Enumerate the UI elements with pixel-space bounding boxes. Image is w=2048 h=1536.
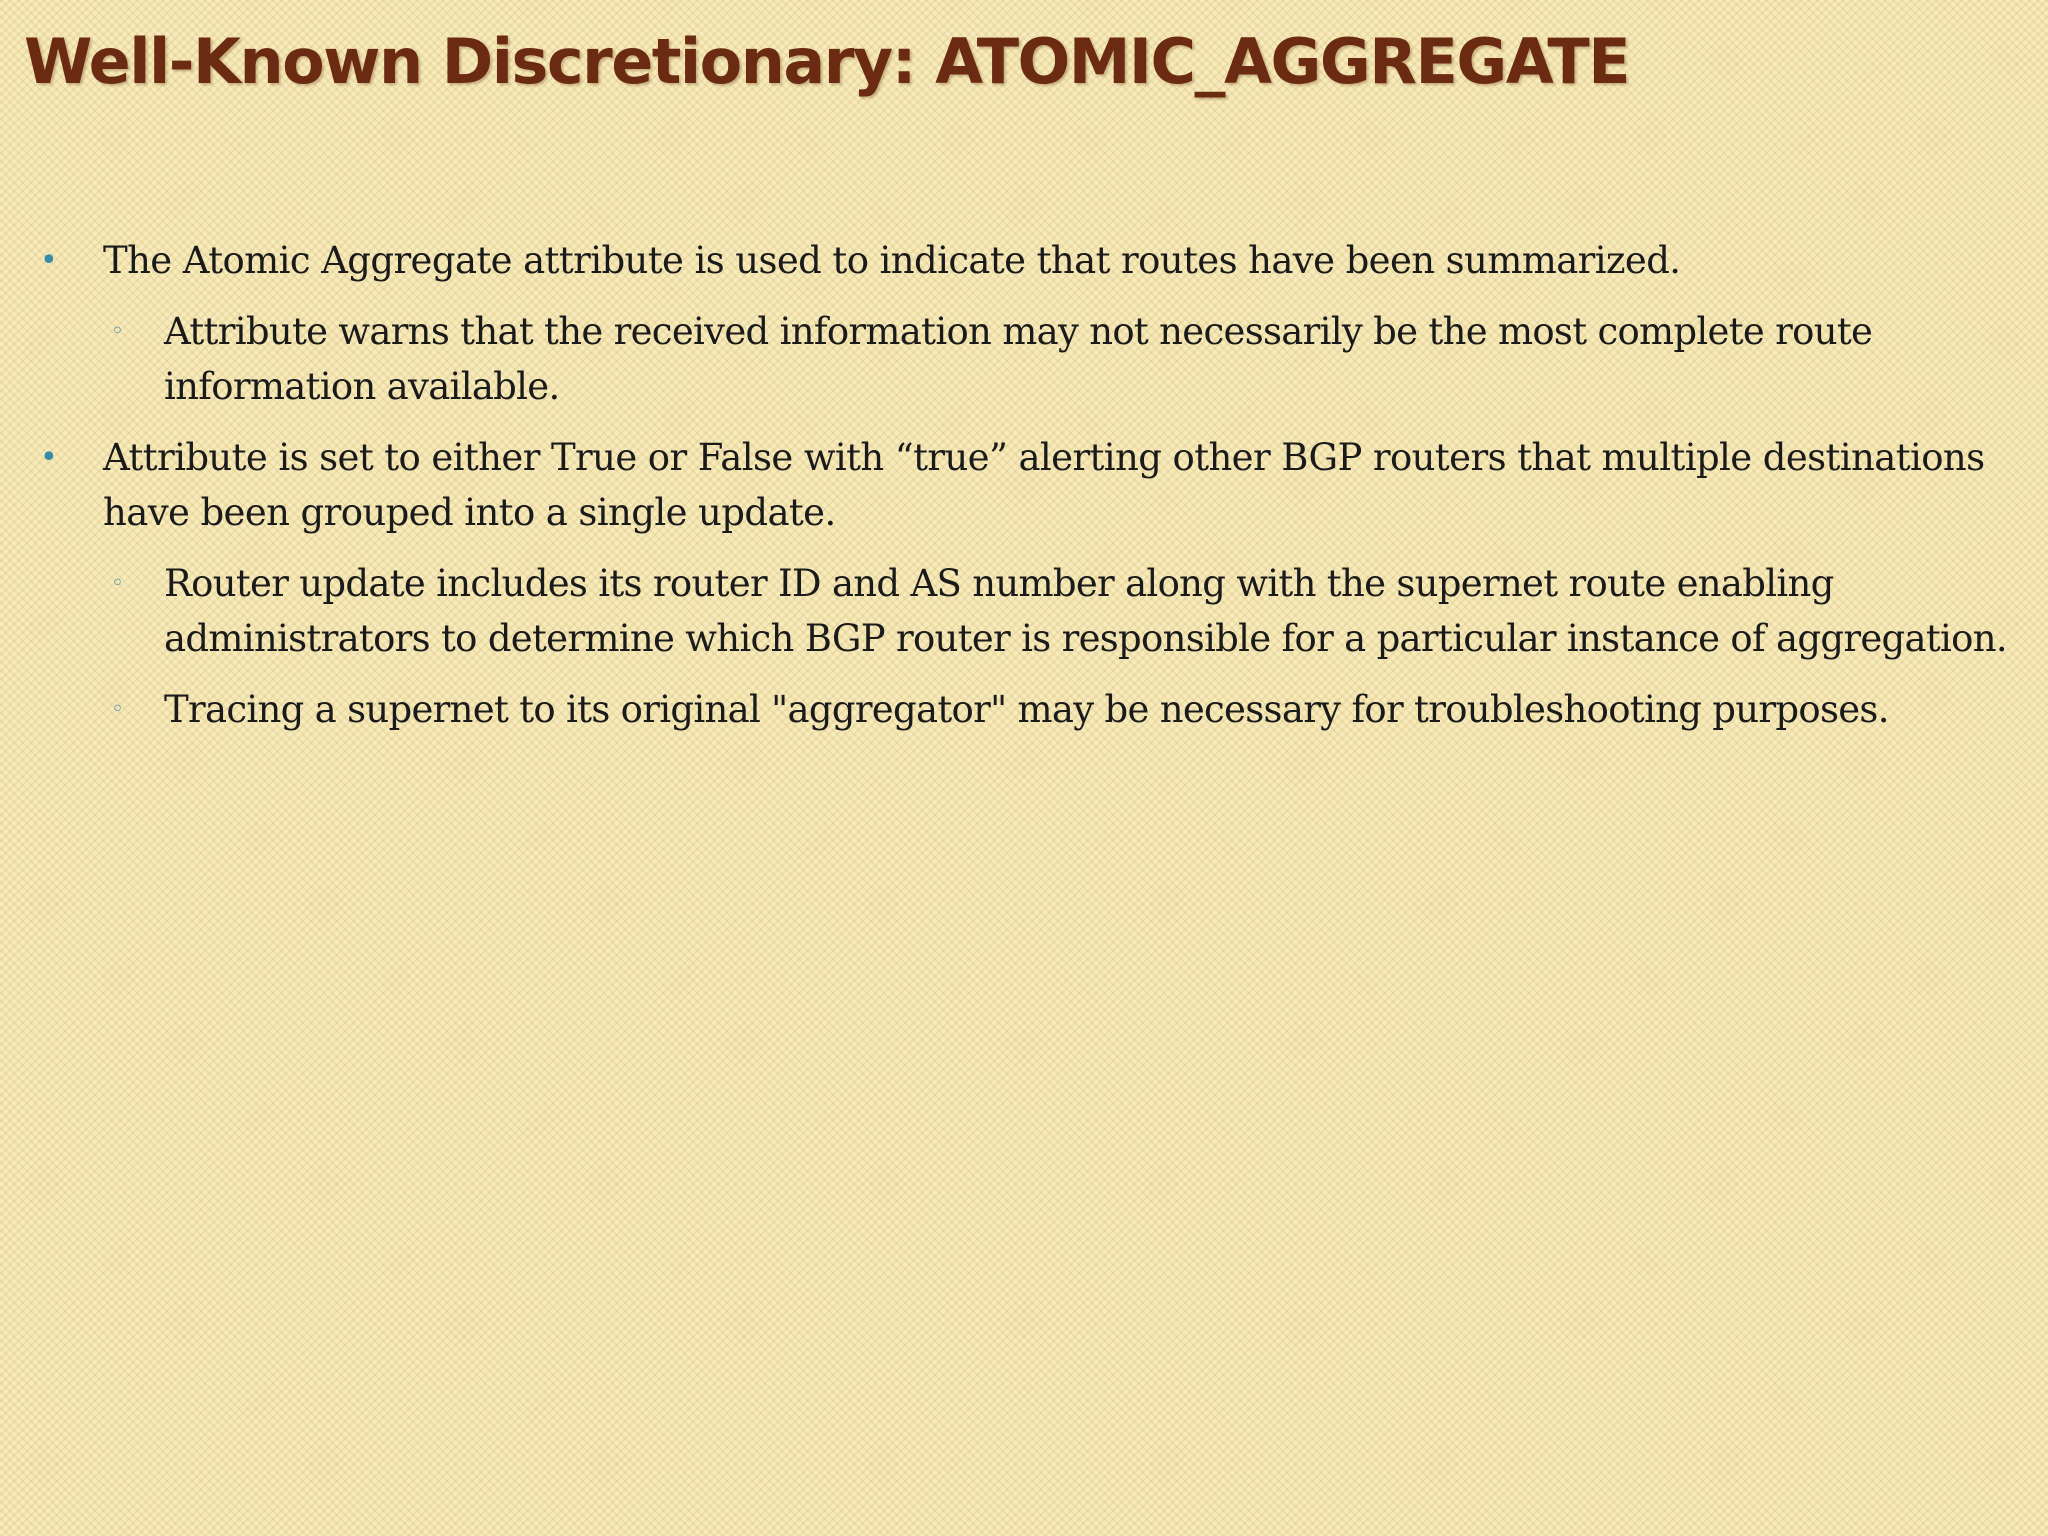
sub-bullet-text: Attribute warns that the received information may not necessarily be the most complete route information available. <box>164 310 1873 408</box>
bullet-text: The Atomic Aggregate attribute is used to indicate that routes have been summarized. <box>103 239 1681 282</box>
bullet-dot-icon: • <box>40 243 58 278</box>
sub-bullet-text: Router update includes its router ID and AS number along with the supernet route enabling administrators to determine which BGP router is responsible for a particular instance of aggregation. <box>164 562 2007 660</box>
sub-bullet-circle-icon: ◦ <box>111 319 124 344</box>
sub-bullet-item <box>0 682 2048 737</box>
sub-bullet-circle-icon: ◦ <box>111 571 124 596</box>
bullet-item <box>0 233 2048 288</box>
slide-title: Well-Known Discretionary: ATOMIC_AGGREGATE <box>24 25 1630 98</box>
bullet-item <box>0 430 2048 540</box>
sub-bullet-text: Tracing a supernet to its original "aggregator" may be necessary for troubleshooting purposes. <box>164 688 1889 731</box>
bullet-text: Attribute is set to either True or False with “true” alerting other BGP routers that multiple destinations have been grouped into a single update. <box>103 436 1985 534</box>
sub-bullet-circle-icon: ◦ <box>111 697 124 722</box>
sub-bullet-item <box>0 304 2048 414</box>
bullet-dot-icon: • <box>40 440 58 475</box>
slide-content <box>0 233 2048 753</box>
sub-bullet-item <box>0 556 2048 666</box>
